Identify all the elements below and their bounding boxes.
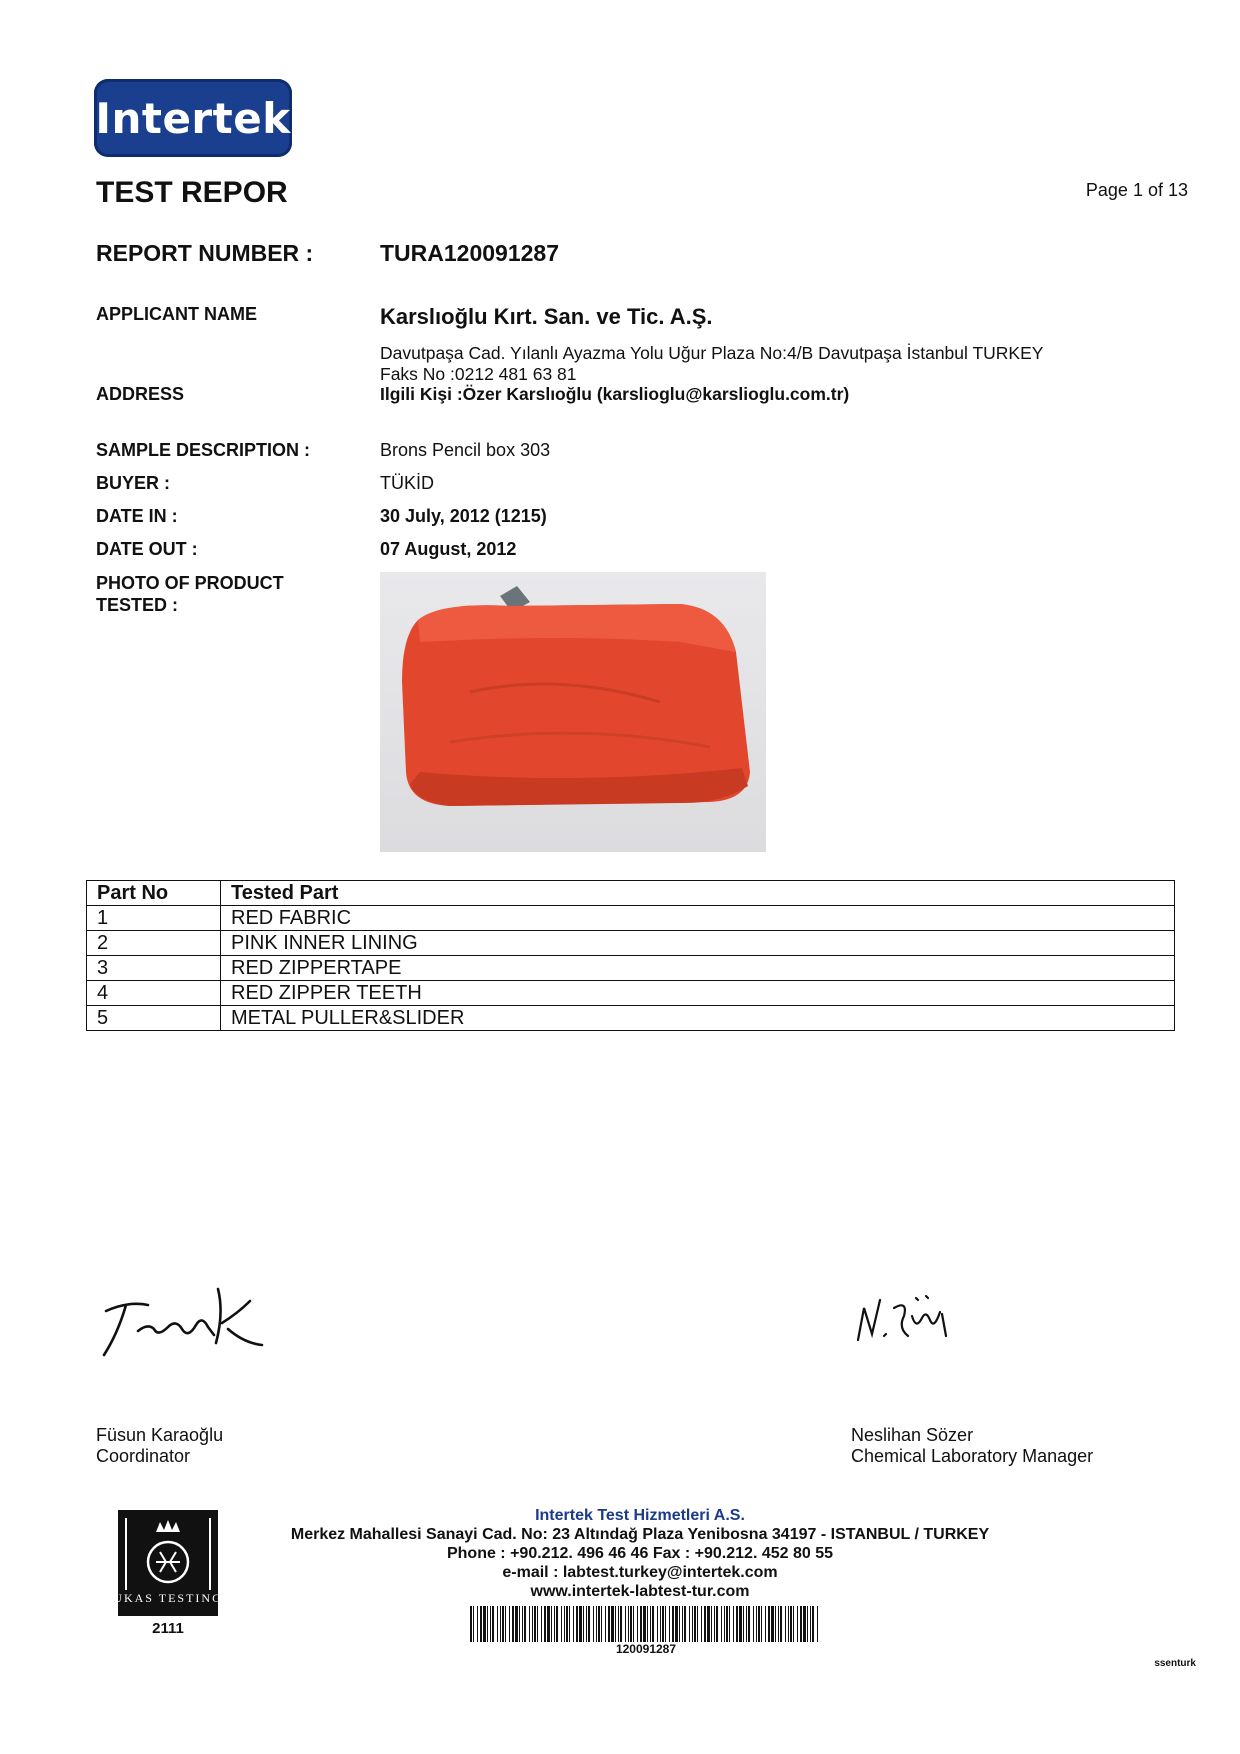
product-photo (380, 572, 766, 852)
barcode-bar (780, 1606, 782, 1642)
manager-role: Chemical Laboratory Manager (851, 1446, 1094, 1466)
barcode-bar (785, 1606, 786, 1642)
photo-label: PHOTO OF PRODUCT TESTED : (96, 573, 284, 615)
barcode-bar (726, 1606, 728, 1642)
barcode-bar (487, 1606, 488, 1642)
barcode-bar (682, 1606, 683, 1642)
barcode-bar (576, 1606, 578, 1642)
barcode-bar (697, 1606, 698, 1642)
barcode-bar (775, 1606, 776, 1642)
barcode-bar (502, 1606, 504, 1642)
barcode-bar (707, 1606, 710, 1642)
barcode-bar (665, 1606, 666, 1642)
barcode-icon (470, 1606, 822, 1642)
barcode-bar (532, 1606, 533, 1642)
barcode-bar (672, 1606, 674, 1642)
barcode-bar (615, 1606, 616, 1642)
table-row (87, 906, 1175, 931)
barcode-bar (551, 1606, 552, 1642)
table-row (87, 981, 1175, 1006)
report-number-label: REPORT NUMBER : (96, 240, 314, 266)
header-part-no: Part No (87, 881, 221, 906)
barcode-bar (733, 1606, 734, 1642)
barcode-bar (473, 1606, 474, 1642)
barcode-bar (630, 1606, 632, 1642)
footer-email: e-mail : labtest.turkey@intertek.com (502, 1564, 778, 1581)
barcode-bar (810, 1606, 811, 1642)
tested-part-cell: RED ZIPPER TEETH (221, 981, 1175, 1006)
footer-phone: Phone : +90.212. 496 46 46 Fax : +90.212. 452 80 55 (446, 1545, 834, 1562)
tested-part-cell: PINK INNER LINING (221, 931, 1175, 956)
barcode-bar (753, 1606, 754, 1642)
buyer-label: BUYER : (96, 473, 171, 493)
barcode-bar (669, 1606, 670, 1642)
page-indicator: Page 1 of 13 (1085, 180, 1188, 200)
barcode-bar (561, 1606, 562, 1642)
sample-description-value: Brons Pencil box 303 (380, 440, 551, 460)
table-header-row (87, 881, 1175, 906)
barcode-bar (477, 1606, 478, 1642)
barcode-bar (605, 1606, 606, 1642)
table-row (87, 931, 1175, 956)
barcode-bar (657, 1606, 658, 1642)
table-row (87, 956, 1175, 981)
ukas-text: UKAS TESTING (118, 1591, 218, 1605)
barcode-bar (647, 1606, 648, 1642)
barcode-bar (497, 1606, 498, 1642)
barcode-bar (490, 1606, 491, 1642)
barcode-bar (694, 1606, 696, 1642)
barcode-bar (662, 1606, 664, 1642)
barcode-bar (505, 1606, 506, 1642)
barcode-bar (564, 1606, 565, 1642)
part-no-cell: 4 (87, 981, 221, 1006)
barcode-bar (743, 1606, 744, 1642)
barcode-bar (579, 1606, 582, 1642)
barcode-bar (628, 1606, 629, 1642)
barcode-bar (650, 1606, 651, 1642)
barcode-bar (704, 1606, 706, 1642)
barcode-bar (675, 1606, 678, 1642)
report-number-value: TURA120091287 (380, 240, 560, 266)
barcode-bar (714, 1606, 715, 1642)
barcode-bar (573, 1606, 574, 1642)
intertek-logo (94, 79, 292, 157)
barcode-bar (620, 1606, 622, 1642)
barcode-bar (519, 1606, 520, 1642)
barcode-bar (593, 1606, 594, 1642)
barcode-bar (492, 1606, 494, 1642)
barcode-bar (537, 1606, 538, 1642)
barcode-bar (569, 1606, 570, 1642)
barcode-bar (689, 1606, 690, 1642)
barcode-bar (566, 1606, 568, 1642)
barcode-bar (739, 1606, 742, 1642)
header-tested-part: Tested Part (221, 881, 1175, 906)
barcode-bar (778, 1606, 779, 1642)
barcode-bar (746, 1606, 747, 1642)
barcode-bar (748, 1606, 750, 1642)
table-row (87, 1006, 1175, 1031)
coordinator-name: Füsun Karaoğlu (96, 1425, 224, 1445)
barcode-bar (588, 1606, 590, 1642)
barcode-bar (541, 1606, 542, 1642)
barcode-bar (608, 1606, 610, 1642)
part-no-cell: 2 (87, 931, 221, 956)
report-title: TEST REPOR (96, 176, 288, 209)
manager-name: Neslihan Sözer (851, 1425, 974, 1445)
footer-website: www.intertek-labtest-tur.com (530, 1583, 750, 1600)
manager-signature (850, 1290, 960, 1350)
barcode-bar (692, 1606, 693, 1642)
barcode-bar (758, 1606, 760, 1642)
address-line-3: Ilgili Kişi :Özer Karslıoğlu (karslioglu@karslioglu.com.tr) (380, 384, 850, 404)
barcode-bar (790, 1606, 792, 1642)
barcode-bar (480, 1606, 482, 1642)
date-in-label: DATE IN : (96, 506, 178, 526)
accreditation-number: 2111 (152, 1620, 184, 1637)
barcode-bar (736, 1606, 738, 1642)
barcode-bar (534, 1606, 536, 1642)
barcode-bar (797, 1606, 798, 1642)
barcode-bar (633, 1606, 634, 1642)
barcode-bar (768, 1606, 770, 1642)
barcode-bar (544, 1606, 546, 1642)
ukas-crown-icon (118, 1510, 218, 1616)
coordinator-signature (98, 1283, 268, 1363)
barcode-bar (711, 1606, 712, 1642)
date-out-label: DATE OUT : (96, 539, 198, 559)
barcode-number: 120091287 (615, 1642, 677, 1656)
barcode-bar (625, 1606, 626, 1642)
barcode-bar (586, 1606, 587, 1642)
footer-address: Merkez Mahallesi Sanayi Cad. No: 23 Altındağ Plaza Yenibosna 34197 - ISTANBUL / TURKEY (290, 1526, 990, 1543)
applicant-label: APPLICANT NAME (96, 304, 257, 324)
barcode-bar (509, 1606, 510, 1642)
barcode-bar (598, 1606, 600, 1642)
barcode-bar (660, 1606, 661, 1642)
operator-id: ssenturk (1154, 1658, 1196, 1669)
barcode-bar (684, 1606, 686, 1642)
barcode-bar (793, 1606, 794, 1642)
date-in-value: 30 July, 2012 (1215) (380, 506, 547, 526)
barcode-bar (640, 1606, 642, 1642)
part-no-cell: 3 (87, 956, 221, 981)
barcode-bar (529, 1606, 530, 1642)
barcode-bar (761, 1606, 762, 1642)
barcode-bar (524, 1606, 526, 1642)
barcode-bar (807, 1606, 808, 1642)
barcode-bar (556, 1606, 558, 1642)
address-label: ADDRESS (96, 384, 185, 404)
barcode-bar (611, 1606, 614, 1642)
barcode-bar (817, 1606, 818, 1642)
barcode-bar (721, 1606, 722, 1642)
tested-part-cell: RED FABRIC (221, 906, 1175, 931)
barcode-bar (637, 1606, 638, 1642)
barcode-bar (522, 1606, 523, 1642)
barcode-bar (547, 1606, 550, 1642)
barcode-bar (583, 1606, 584, 1642)
barcode-bar (596, 1606, 597, 1642)
barcode-bar (765, 1606, 766, 1642)
barcode-bar (724, 1606, 725, 1642)
tested-part-cell: RED ZIPPERTAPE (221, 956, 1175, 981)
barcode-bar (618, 1606, 619, 1642)
barcode-bar (812, 1606, 814, 1642)
barcode-bar (483, 1606, 486, 1642)
barcode-bar (515, 1606, 518, 1642)
barcode-bar (512, 1606, 514, 1642)
barcode-bar (601, 1606, 602, 1642)
barcode-bar (643, 1606, 646, 1642)
address-line-1: Davutpaşa Cad. Yılanlı Ayazma Yolu Uğur Plaza No:4/B Davutpaşa İstanbul TURKEY (380, 343, 1044, 363)
part-no-cell: 5 (87, 1006, 221, 1031)
parts-table (86, 880, 1175, 1031)
buyer-value: TÜKİD (380, 473, 434, 493)
logo-text: Intertek (95, 93, 291, 143)
date-out-value: 07 August, 2012 (380, 539, 517, 559)
address-line-2: Faks No :0212 481 63 81 (380, 364, 577, 384)
barcode-bar (701, 1606, 702, 1642)
barcode-bar (756, 1606, 757, 1642)
pencil-box-image (380, 572, 766, 852)
tested-part-cell: METAL PULLER&SLIDER (221, 1006, 1175, 1031)
coordinator-role: Coordinator (96, 1446, 191, 1466)
barcode-bar (788, 1606, 789, 1642)
barcode-bar (771, 1606, 774, 1642)
applicant-value: Karslıoğlu Kırt. San. ve Tic. A.Ş. (380, 304, 713, 329)
barcode-bar (470, 1606, 472, 1642)
barcode-bar (800, 1606, 802, 1642)
barcode-bar (803, 1606, 806, 1642)
part-no-cell: 1 (87, 906, 221, 931)
barcode-bar (716, 1606, 718, 1642)
ukas-accreditation-badge (118, 1510, 218, 1616)
barcode-bar (554, 1606, 555, 1642)
barcode-bar (500, 1606, 501, 1642)
barcode-bar (652, 1606, 654, 1642)
barcode-bar (679, 1606, 680, 1642)
footer-company: Intertek Test Hizmetleri A.S. (535, 1507, 745, 1524)
barcode-bar (729, 1606, 730, 1642)
sample-description-label: SAMPLE DESCRIPTION : (96, 440, 311, 460)
